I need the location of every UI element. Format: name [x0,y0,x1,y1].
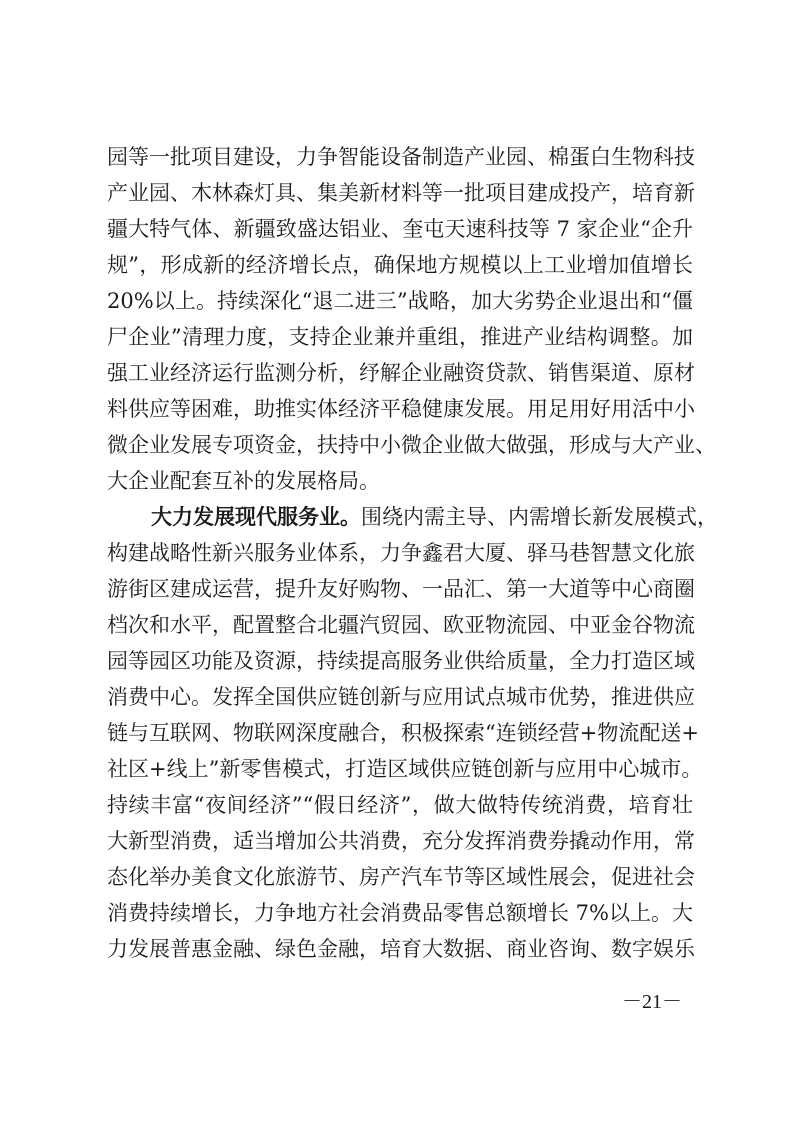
section-heading: 大力发展现代服务业。 [151,505,361,529]
text-line: 园等园区功能及资源，持续提高服务业供给质量，全力打造区域 [107,649,695,673]
text-line: 态化举办美食文化旅游节、房产汽车节等区域性展会，促进社会 [107,865,695,889]
paragraph-industry [107,139,716,499]
text-line: 消费中心。发挥全国供应链创新与应用试点城市优势，推进供应 [107,685,695,709]
text-line: 档次和水平，配置整合北疆汽贸园、欧亚物流园、中亚金谷物流 [107,613,695,637]
text-line: 疆大特气体、新疆致盛达铝业、奎屯天速科技等 7 家企业“企升 [107,217,693,241]
text-line: 社区+线上”新零售模式，打造区域供应链创新与应用中心城市。 [107,757,703,781]
text-line: 力发展普惠金融、绿色金融，培育大数据、商业咨询、数字娱乐 [107,937,695,961]
text-line: 构建战略性新兴服务业体系，力争鑫君大厦、驿马巷智慧文化旅 [107,541,695,565]
text-line: 消费持续增长，力争地方社会消费品零售总额增长 7%以上。大 [107,901,693,925]
paragraph-services [107,499,718,967]
document-body [107,139,718,967]
paragraph-first-line [107,499,718,535]
text-line: 大企业配套互补的发展格局。 [107,469,380,493]
text-line: 园等一批项目建设，力争智能设备制造产业园、棉蛋白生物科技 [107,145,695,169]
text-line: 持续丰富“夜间经济”“假日经济”，做大做特传统消费，培育壮 [107,793,693,817]
text-line: 产业园、木林森灯具、集美新材料等一批项目建成投产，培育新 [107,181,695,205]
text-line: 料供应等困难，助推实体经济平稳健康发展。用足用好用活中小 [107,397,695,421]
text-line: 游街区建成运营，提升友好购物、一品汇、第一大道等中心商圈 [107,577,695,601]
text-line: 尸企业”清理力度，支持企业兼并重组，推进产业结构调整。加 [107,325,693,349]
text-line: 链与互联网、物联网深度融合，积极探索“连锁经营+物流配送+ [107,721,699,745]
text-line: 规”，形成新的经济增长点，确保地方规模以上工业增加值增长 [107,253,693,277]
text-line: 20%以上。持续深化“退二进三”战略，加大劣势企业退出和“僵 [107,289,693,313]
text-run: 围绕内需主导、内需增长新发展模式， [361,505,718,529]
page-number: －21－ [622,991,682,1013]
text-line: 微企业发展专项资金，扶持中小微企业做大做强，形成与大产业、 [107,433,716,457]
text-line: 大新型消费，适当增加公共消费，充分发挥消费券撬动作用，常 [107,829,695,853]
text-line: 强工业经济运行监测分析，纾解企业融资贷款、销售渠道、原材 [107,361,695,385]
